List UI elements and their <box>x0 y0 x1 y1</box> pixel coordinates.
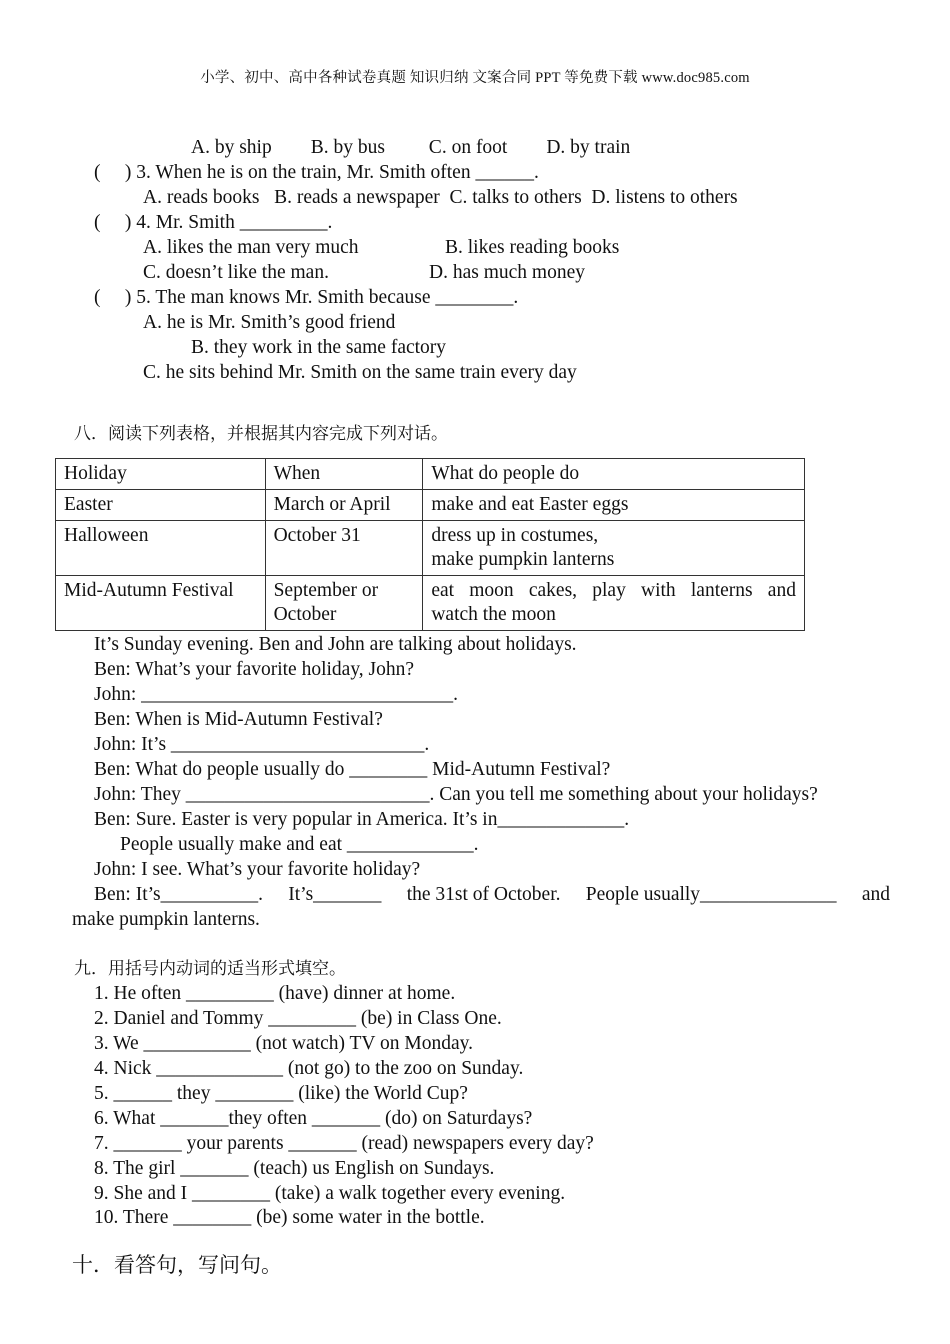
table-row <box>56 490 805 521</box>
page-header: 小学、初中、高中各种试卷真题 知识归纳 文案合同 PPT 等免费下载 www.doc985.com <box>200 70 750 86</box>
word: with <box>641 580 676 601</box>
dialogue-part: the 31st of October. <box>406 884 561 905</box>
q2-options: A. by ship B. by bus C. on foot D. by train <box>191 137 631 158</box>
q4-option-d: D. has much money <box>429 262 585 283</box>
word: lanterns <box>690 580 753 601</box>
table-header-cell: Holiday <box>56 459 266 490</box>
dialogue-line: John: I see. What’s your favorite holiday? <box>94 859 421 880</box>
word: and <box>767 580 796 601</box>
section-8-title: 八．阅读下列表格，并根据其内容完成下列对话。 <box>74 424 448 443</box>
q3-options: A. reads books B. reads a newspaper C. talks to others D. listens to others <box>143 187 738 208</box>
cell-line: dress up in costumes, <box>431 525 599 546</box>
dialogue-part: People usually______________ <box>585 884 837 905</box>
table-cell: Halloween <box>56 521 266 576</box>
exercise-item: 5. ______ they ________ (like) the World Cup? <box>94 1083 468 1104</box>
dialogue-line: John: It’s __________________________. <box>94 734 430 755</box>
table-cell: October 31 <box>265 521 423 576</box>
dialogue-part: and <box>861 884 890 905</box>
table-cell <box>265 576 423 631</box>
exercise-item: 6. What _______they often _______ (do) on Saturdays? <box>94 1108 533 1129</box>
table-row <box>56 521 805 576</box>
cell-line: watch the moon <box>431 604 556 625</box>
exercise-item: 1. He often _________ (have) dinner at home. <box>94 983 456 1004</box>
exercise-item: 9. She and I ________ (take) a walk together every evening. <box>94 1183 566 1204</box>
q5-option-a: A. he is Mr. Smith’s good friend <box>143 312 396 333</box>
cell-line: September or <box>273 580 379 601</box>
exercise-item: 2. Daniel and Tommy _________ (be) in Class One. <box>94 1008 502 1029</box>
table-cell: March or April <box>265 490 423 521</box>
q5-stem: ( ) 5. The man knows Mr. Smith because ________. <box>94 287 519 308</box>
q4-option-c: C. doesn’t like the man. <box>143 262 329 283</box>
cell-line <box>431 579 796 603</box>
q4-option-a: A. likes the man very much <box>143 237 359 258</box>
dialogue-part: Ben: It’s__________. <box>94 884 263 905</box>
dialogue-line: It’s Sunday evening. Ben and John are talking about holidays. <box>94 634 577 655</box>
table-cell <box>423 576 805 631</box>
dialogue-line: Ben: When is Mid-Autumn Festival? <box>94 709 383 730</box>
section-9-title: 九．用括号内动词的适当形式填空。 <box>74 959 346 978</box>
exercise-item: 4. Nick _____________ (not go) to the zoo on Sunday. <box>94 1058 524 1079</box>
table-row <box>56 576 805 631</box>
cell-line: October <box>273 604 337 625</box>
table-cell <box>423 521 805 576</box>
dialogue-line: John: They _________________________. Can you tell me something about your holidays? <box>94 784 818 805</box>
table-header-cell: What do people do <box>423 459 805 490</box>
dialogue-line: Ben: What’s your favorite holiday, John? <box>94 659 415 680</box>
q5-option-b: B. they work in the same factory <box>191 337 447 358</box>
table-cell: make and eat Easter eggs <box>423 490 805 521</box>
holiday-table <box>55 458 805 631</box>
dialogue-part: It’s_______ <box>288 884 382 905</box>
dialogue-line: Ben: Sure. Easter is very popular in America. It’s in_____________. <box>94 809 630 830</box>
word: play <box>592 580 626 601</box>
table-header-cell: When <box>265 459 423 490</box>
table-cell: Mid-Autumn Festival <box>56 576 266 631</box>
q4-stem: ( ) 4. Mr. Smith _________. <box>94 212 333 233</box>
dialogue-line: Ben: What do people usually do ________ Mid-Autumn Festival? <box>94 759 611 780</box>
exercise-item: 10. There ________ (be) some water in the bottle. <box>94 1207 485 1228</box>
q3-stem: ( ) 3. When he is on the train, Mr. Smith often ______. <box>94 162 539 183</box>
exercise-item: 7. _______ your parents _______ (read) newspapers every day? <box>94 1133 594 1154</box>
word: eat <box>431 580 455 601</box>
word: moon <box>469 580 514 601</box>
exercise-item: 3. We ___________ (not watch) TV on Monday. <box>94 1033 474 1054</box>
dialogue-line: John: ________________________________. <box>94 684 459 705</box>
dialogue-line <box>94 882 890 907</box>
exercise-item: 8. The girl _______ (teach) us English on Sundays. <box>94 1158 495 1179</box>
table-header-row <box>56 459 805 490</box>
section-10-title: 十．看答句，写问句。 <box>72 1253 282 1277</box>
cell-line: make pumpkin lanterns <box>431 549 615 570</box>
q4-option-b: B. likes reading books <box>445 237 620 258</box>
q5-option-c: C. he sits behind Mr. Smith on the same train every day <box>143 362 577 383</box>
dialogue-line: make pumpkin lanterns. <box>72 909 260 930</box>
word: cakes, <box>528 580 578 601</box>
table-cell: Easter <box>56 490 266 521</box>
dialogue-line: People usually make and eat _____________. <box>120 834 479 855</box>
